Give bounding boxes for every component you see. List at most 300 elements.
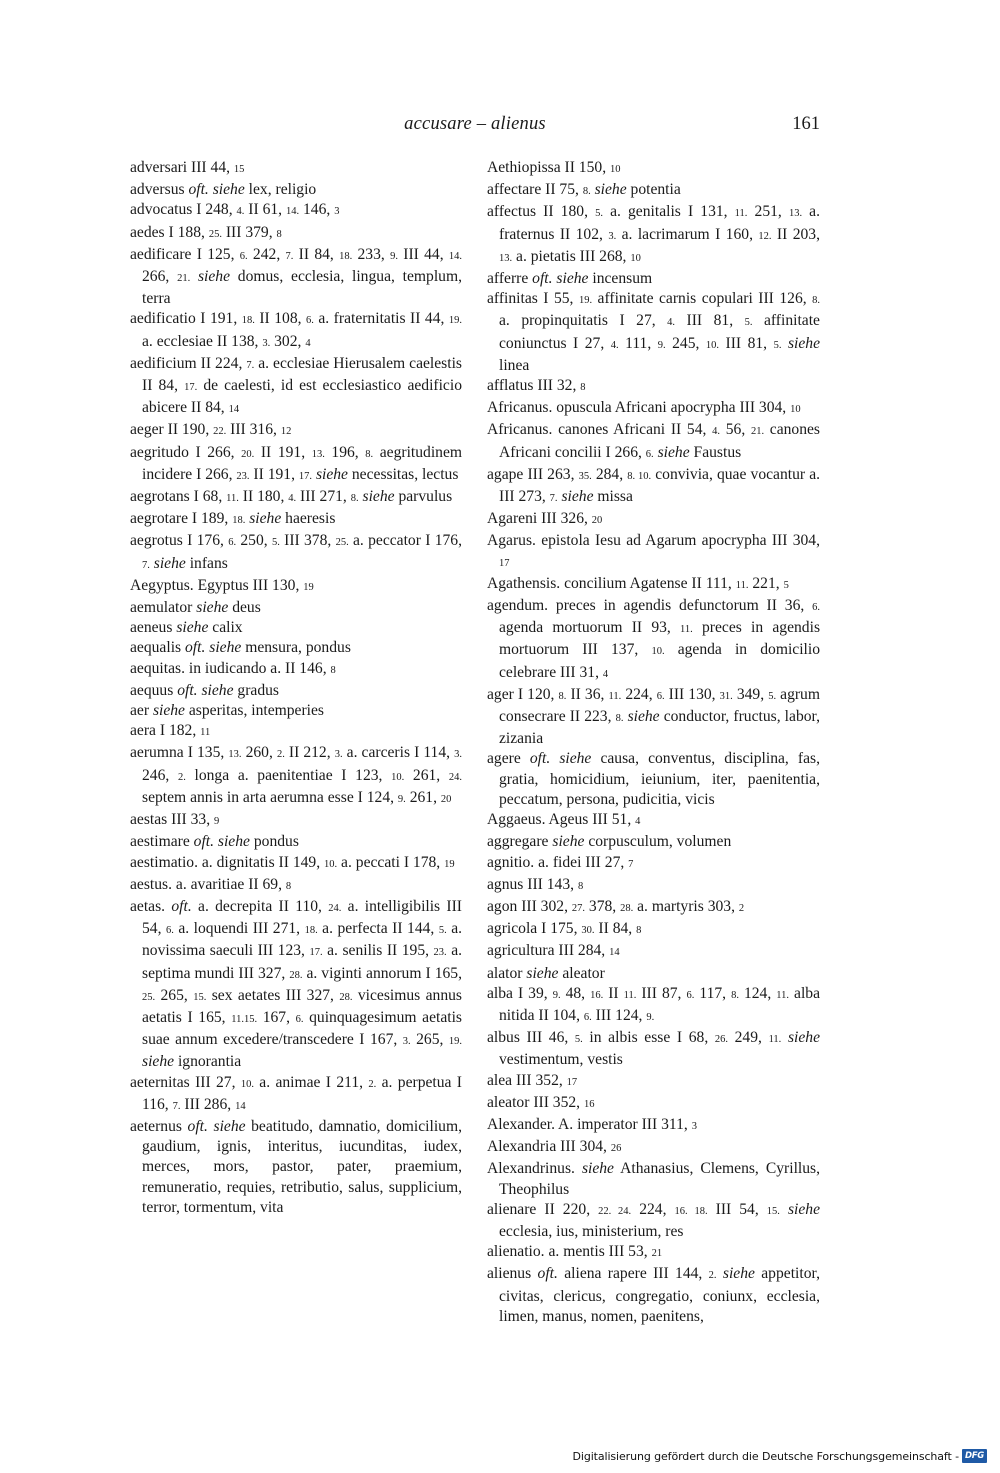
entry-text: aeger II 190, [130,421,214,439]
entry-text: aegritudinem incidere I 266, [142,443,463,483]
cross-reference-marker: siehe [249,510,282,528]
line-reference: 21. [177,273,191,285]
line-reference: 7 [628,858,634,870]
entry-text: agape III 263, [487,465,579,483]
running-head [130,114,820,142]
line-reference: 10. [391,771,405,783]
line-reference: 10 [610,164,621,175]
entry-text: a. septima mundi III 327, [142,942,463,982]
entry-text: Africanus. canones Africani II 54, [487,421,713,439]
entry-text: quinquagesimum aetatis suae annum excedere/transcedere I 167, [142,1008,462,1049]
entry-text: 265, [410,1031,449,1049]
index-entry [487,596,820,685]
line-reference: 9. [397,793,406,805]
entry-text: aestimare [130,833,194,851]
line-reference: 4 [602,668,609,680]
line-reference: 3. [402,1036,411,1048]
line-reference: 5. [744,317,753,329]
line-reference: 15 [233,164,245,175]
entry-text: III 286, [180,1095,236,1113]
entry-text: ecclesia, ius, ministerium, res [499,1222,684,1240]
entry-text: III 44, [397,245,449,263]
line-reference: 17 [566,1076,578,1088]
line-reference: 7. [246,359,255,371]
entry-text: a. genitalis I 131, [602,203,735,221]
line-reference: 11. [734,208,748,220]
entry-text: 196, [324,443,366,461]
cross-reference-marker: siehe [552,833,585,851]
cross-reference-marker: siehe [197,268,230,286]
line-reference: 28. [339,991,353,1003]
entry-text: aequus [130,681,178,699]
cross-reference-marker: siehe [176,619,209,637]
entry-text: 242, [247,245,286,263]
line-reference: 13. [788,208,803,220]
line-reference: 25. [208,228,222,240]
entry-text: aegrotans I 68, [130,488,227,506]
entry-text: a. lacrimarum I 160, [616,225,759,243]
entry-text: Agarus. epistola Iesu ad Agarum apocrypha III 304, [487,532,820,550]
entry-text: 124, [738,984,777,1002]
entry-text: II 84, [594,920,637,938]
entry-text: septem annis in arta aerumna esse I 124, [142,788,398,806]
line-reference: 2. [177,771,186,783]
line-reference: 6. [239,250,248,262]
entry-text: Alexander. A. imperator III 311, [487,1115,692,1133]
index-entry [487,1093,820,1115]
cross-reference-marker: siehe [787,334,820,352]
entry-text: II 36, [566,685,609,703]
line-reference: 3 [691,1120,697,1132]
entry-text: 261, [404,766,449,784]
index-entry [130,420,462,442]
line-reference: 10. [651,646,665,658]
index-entry [130,701,462,721]
entry-text: a. viginti annorum I 165, [302,964,462,982]
index-entry [487,376,820,398]
entry-text: domus, ecclesia, lingua, templum, terra [142,268,462,308]
index-entry [130,681,462,701]
index-entry [130,598,462,618]
line-reference: 4. [236,206,245,218]
line-reference: 20 [440,793,452,805]
line-reference: 16. [590,989,604,1001]
entry-text: aegritudo I 266, [130,443,242,461]
entry-text: alba I 39, [487,984,553,1002]
entry-text: Aegyptus. Egyptus III 130, [130,576,304,594]
line-reference: 5. [595,208,603,220]
entry-text: II [603,984,624,1002]
entry-text: agricola I 175, [487,920,582,938]
line-reference: 6. [306,315,314,327]
line-reference: 15. [766,1205,780,1217]
entry-text: III 316, [226,421,281,439]
entry-text: Alexandria III 304, [487,1138,611,1156]
line-reference: 6. [812,602,820,614]
index-column-right [487,158,820,1327]
line-reference: 19 [444,858,455,870]
line-reference: 11. [776,989,790,1001]
line-reference: 16. 18. [674,1205,708,1217]
line-reference: 4 [635,816,641,828]
line-reference: 4 [305,337,311,349]
index-entry [487,1159,820,1199]
entry-text: 261, [405,788,441,806]
line-reference: 8 [577,880,584,892]
line-reference: 6. [645,448,654,460]
entry-text: III 378, [279,532,336,550]
entry-text: a. peccator I 176, [348,532,462,550]
entry-text: causa, conventus, disciplina, fas, gratia, homicidium, ieiunium, iter, paenitentia, peccatum, persona, pudicitia, vicis [499,750,820,808]
entry-text: aedificare I 125, [130,245,240,263]
index-entry [487,1137,820,1159]
line-reference: 5. [768,690,777,702]
index-entry [130,638,462,658]
line-reference: 28. [289,969,303,981]
index-entry [130,897,462,1073]
line-reference: 22. 24. [598,1205,632,1217]
line-reference: 30. [581,925,595,937]
entry-text: a. propinquitatis I 27, [499,312,668,330]
entry-text: II 61, [244,201,286,219]
line-reference: 14. [285,206,300,218]
cross-reference-marker: siehe [362,488,395,506]
entry-text: III 271, [296,488,351,506]
entry-text: Agathensis. concilium Agatense II 111, [487,574,736,592]
line-reference: 8 [636,925,642,937]
entry-text: 117, [694,984,732,1002]
entry-text: de caelesti, id est ecclesiastico aedificio abicere II 84, [142,377,462,417]
line-reference: 2. [368,1078,377,1090]
entry-text: aeternus [130,1117,188,1135]
entry-text: Alexandrinus. [487,1160,582,1178]
line-reference: 12. [758,230,772,242]
line-reference: 7. [285,250,294,262]
entry-text: II 212, [284,744,335,762]
entry-text: convivia, quae vocantur a. III 273, [499,465,821,506]
line-reference: 3. [454,749,462,761]
entry-text: Aethiopissa II 150, [487,159,610,176]
line-reference: 7. [142,559,150,571]
index-entry [487,180,820,202]
line-reference: 8. [812,295,820,307]
cross-reference-marker: siehe [787,1029,820,1047]
line-reference: 35. [578,470,592,482]
index-entry [130,531,462,575]
line-reference: 10 [790,404,801,416]
line-reference: 6. [686,989,695,1001]
cross-reference-marker: oft. siehe [187,1117,246,1135]
index-entry [130,618,462,638]
entry-text [780,1201,788,1218]
entry-text: appetitor, civitas, clericus, congregatio, coniunx, ecclesia, limen, manus, nomen, paenitens, [499,1265,820,1325]
line-reference: 11. [623,989,637,1001]
entry-text: II 84, [293,245,340,263]
entry-text: alea III 352, [487,1071,567,1089]
entry-text: 233, [352,245,391,263]
line-reference: 19. [578,295,593,307]
index-entry [487,289,820,376]
line-reference: 17 [499,557,510,569]
index-entry [130,743,462,810]
dfg-logo: DFG [962,1449,987,1463]
index-entry [130,180,462,200]
entry-text: 349, [732,685,769,703]
line-reference: 3. [334,749,343,761]
line-reference: 23. [236,470,250,482]
index-entry [130,200,462,222]
running-title: accusare – alienus [404,114,546,134]
entry-text: III 81, [719,334,774,352]
line-reference: 27. [571,902,585,914]
entry-text: 167, [257,1008,296,1026]
entry-text: agrum consecrare II 223, [499,685,820,726]
line-reference: 18. [339,250,353,262]
index-entry [130,223,462,245]
entry-text: aer [130,702,153,720]
entry-text: aeneus [130,619,177,637]
index-entry [487,202,820,269]
entry-text: aegrotare I 189, [130,510,233,528]
entry-text: 260, [241,744,277,762]
entry-text: sex aetates III 327, [206,986,340,1004]
entry-text: aegrotus I 176, [130,532,229,550]
entry-text: aedes I 188, [130,223,209,241]
line-reference: 7. [172,1100,181,1112]
entry-text: beatitudo, damnatio, domicilium, gaudium, ignis, interitus, iucunditas, iudex, merces, mors, pastor, pater, praemium, remuneratio, requies, retributio, salus, supplicium, terror, tormentum, vita [142,1117,462,1216]
line-reference: 10 [630,252,641,264]
entry-text: a. senilis II 195, [322,942,434,960]
entry-text: pondus [249,833,299,851]
entry-text: a. pietatis III 268, [512,247,631,265]
index-entry [487,531,820,573]
line-reference: 25. [335,537,349,549]
line-reference: 5. [574,1034,583,1046]
entry-text: a. animae I 211, [253,1073,369,1091]
entry-text: agricultura III 284, [487,942,610,960]
line-reference: 26 [610,1143,622,1155]
entry-text: Faustus [689,443,742,461]
entry-text: aedificatio I 191, [130,310,242,328]
cross-reference-marker: oft. siehe [532,270,589,288]
entry-text: 265, [155,986,194,1004]
entry-text: adversari III 44, [130,159,234,176]
line-reference: 11. [735,579,749,591]
index-entry [487,897,820,919]
index-entry [487,749,820,810]
line-reference: 16 [583,1098,595,1110]
entry-text: 251, [747,203,789,221]
line-reference: 22. [213,426,227,438]
line-reference: 8 [276,228,282,240]
entry-text: Athanasius, Clemens, Cyrillus, Theophilus [499,1160,820,1198]
line-reference: 4. [667,317,676,329]
line-reference: 18. [304,925,318,937]
line-reference: 17. [309,947,323,959]
entry-text: aemulator [130,599,197,617]
entry-text: a. carceris I 114, [342,744,455,762]
line-reference: 24. [328,902,342,914]
entry-text: a. ecclesiae II 138, [142,332,263,350]
line-reference: 19. [448,1036,462,1048]
line-reference: 13. [311,448,325,460]
index-entry [487,919,820,941]
cross-reference-marker: oft. siehe [185,639,242,657]
line-reference: 6. [228,537,237,549]
entry-text: aerumna I 135, [130,744,229,762]
index-entry [487,465,820,509]
entry-text: corpusculum, volumen [584,833,732,851]
entry-text: lex, religio [244,181,317,199]
entry-text: agnus III 143, [487,875,578,893]
entry-text: a. novissima saeculi III 123, [142,920,463,960]
entry-text: III 81, [675,312,745,330]
page-number: 161 [792,114,820,134]
entry-text: a. ecclesiae Hierusalem caelestis II 84, [142,354,462,395]
index-entry [130,810,462,832]
entry-text: vicesimus annus aetatis I 165, [142,986,462,1026]
line-reference: 11. [680,624,693,636]
entry-text: II 191, [249,465,299,483]
entry-text: ignorantia [174,1053,242,1071]
entry-text: aedificium II 224, [130,354,247,372]
entry-text: ager I 120, [487,685,559,703]
entry-text: aequalis [130,639,185,657]
entry-text: gradus [233,681,279,699]
cross-reference-marker: siehe [722,1265,755,1283]
funding-credit [573,1446,988,1466]
line-reference: 8. 10. [627,470,652,482]
entry-text: a. loquendi III 271, [173,920,305,938]
index-entry [487,832,820,852]
index-entry [487,1264,820,1327]
index-entry [487,574,820,596]
line-reference: 6. [656,690,665,702]
entry-text: aestus. a. avaritiae II 69, [130,875,286,893]
line-reference: 9. [390,250,398,262]
entry-text: parvulus [394,488,453,506]
entry-text: II 191, [254,443,312,461]
entry-text: alienus [487,1265,538,1283]
entry-text: longa a. paenitentiae I 123, [185,766,392,784]
entry-text: afferre [487,270,533,288]
index-entry [130,576,462,598]
line-reference: 14 [235,1100,246,1112]
line-reference: 21. [750,426,765,438]
line-reference: 4. [288,493,297,505]
cross-reference-marker: siehe [152,702,185,720]
line-reference: 2. [276,749,285,761]
index-entry [130,875,462,897]
index-entry [487,1071,820,1093]
index-entry [130,245,462,310]
entry-text: vestimentum, vestis [499,1051,623,1069]
line-reference: 13. [228,749,242,761]
entry-text: affectare II 75, [487,181,583,199]
entry-text: alienare II 220, [487,1200,599,1218]
line-reference: 31. [719,690,733,702]
line-reference: 3 [334,206,340,218]
line-reference: 19. [448,315,463,327]
entry-text: Agareni III 326, [487,510,592,528]
index-entry [487,875,820,897]
index-column-left [130,158,462,1218]
entry-text: 56, [720,421,751,439]
entry-text: alator [487,964,527,982]
line-reference: 8. [350,493,359,505]
index-entry [487,810,820,832]
line-reference: 10. [324,858,338,870]
entry-text: affinitate carnis copulari III 126, [592,290,813,308]
line-reference: 7. [549,493,558,505]
line-reference: 24. [448,771,462,783]
entry-text: a. martyris 303, [633,897,739,915]
line-reference: 17. [184,382,198,394]
line-reference: 5. [773,339,782,351]
cross-reference-marker: siehe [657,443,690,461]
entry-text: a. decrepita II 110, [191,897,329,915]
entry-text: a. perfecta II 144, [317,920,439,938]
line-reference: 14 [228,404,240,416]
entry-text: a. perpetua I 116, [142,1073,462,1113]
entry-text: agenda mortuorum II 93, [499,619,681,637]
line-reference: 9. [552,989,561,1001]
line-reference: 20. [241,448,255,460]
entry-text [781,1029,788,1046]
line-reference: 8. [615,713,624,725]
entry-text: Africanus. opuscula Africani apocrypha III 304, [487,399,791,417]
line-reference: 20 [591,515,603,527]
cross-reference-marker: siehe [581,1160,614,1178]
index-entry [487,1028,820,1070]
entry-text: missa [593,488,633,506]
entry-text: agnitio. a. fidei III 27, [487,853,629,871]
entry-text: adversus [130,181,189,199]
line-reference: 28. [620,902,634,914]
line-reference: 11.15. [231,1013,258,1025]
cross-reference-marker: oft. [537,1265,558,1283]
line-reference: 18. [232,515,246,527]
line-reference: 14. [448,250,462,262]
line-reference: 2. [708,1270,717,1282]
entry-text: II 180, [238,488,289,506]
cross-reference-marker: oft. siehe [193,833,250,851]
index-entry [487,1242,820,1264]
line-reference: 8. [365,448,374,460]
index-entry [487,398,820,420]
line-reference: 26. [714,1034,728,1046]
line-reference: 25. [142,991,156,1003]
index-entry [130,659,462,681]
index-entry [487,941,820,963]
entry-text: 48, [560,984,591,1002]
line-reference: 4. [712,426,721,438]
index-entry [487,964,820,984]
entry-text: 246, [142,766,178,784]
cross-reference-marker: oft. siehe [529,750,592,768]
line-reference: 8. [731,989,739,1001]
entry-text: aequitas. in iudicando a. II 146, [130,659,331,677]
cross-reference-marker: siehe [561,488,594,506]
entry-text: aggregare [487,833,553,851]
entry-text: 221, [748,574,784,592]
index-entry [487,685,820,750]
cross-reference-marker: siehe [196,599,229,617]
entry-text: affectus II 180, [487,203,596,221]
index-entry [487,853,820,875]
index-entry [487,509,820,531]
entry-text: III 379, [221,223,277,241]
